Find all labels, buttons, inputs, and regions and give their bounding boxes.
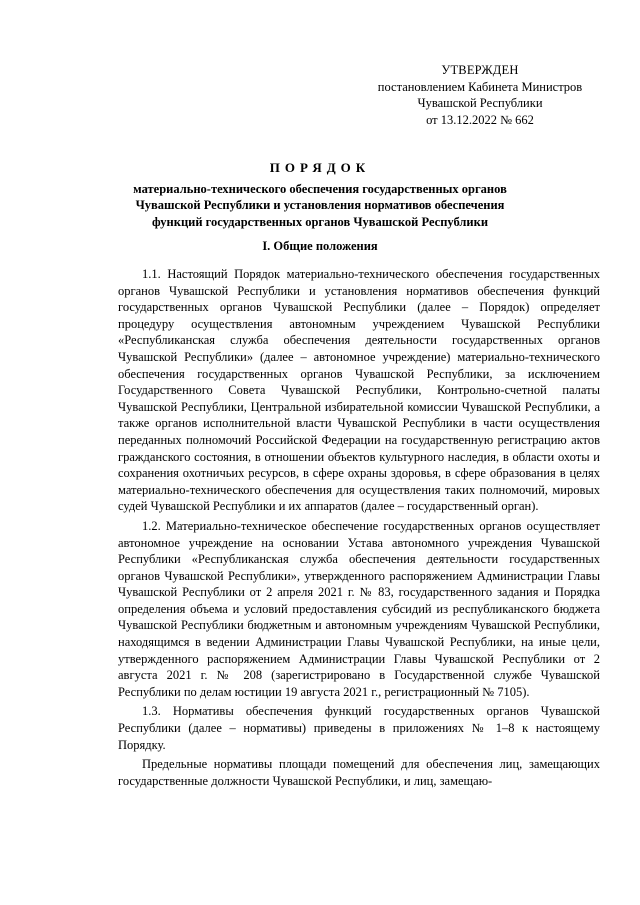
approval-line-3: от 13.12.2022 № 662 <box>426 112 534 127</box>
approval-line-2: Чувашской Республики <box>417 96 543 110</box>
document-subtitle-line-2: Чувашской Республики и установления нормативов обеспечения <box>135 198 505 212</box>
paragraph-1-1: 1.1. Настоящий Порядок материально-технического обеспечения государственных органов Чувашской Республики и установления нормативов обеспечения функций государственных органов Чувашской Республики (далее – Порядок) определяет процедуру осуществления автономным учреждением Чувашской Республики «Республиканская служба обеспечения деятельности государственных органов Чувашской Республики» (далее – автономное учреждение) материально-технического обеспечения государственных органов Чувашской Республики, за исключением Государственного Совета Чувашской Республики, Контрольно-счетной палаты Чувашской Республики, Центральной избирательной комиссии Чувашской Республики, а также органов исполнительной власти Чувашской Республики в части осуществления переданных полномочий Российской Федерации на государственную регистрацию актов гражданского состояния, в отношении объектов культурного наследия, в области охоты и сохранения охотничьих ресурсов, в сфере охраны здоровья, в сфере образования в целях материально-технического обеспечения для осуществления таких полномочий, мировых судей Чувашской Республики и их аппаратов (далее – государственный орган). <box>118 267 600 514</box>
approval-title: УТВЕРЖДЕН <box>441 63 519 77</box>
document-heading <box>40 160 600 230</box>
paragraph-1-2: 1.2. Материально-техническое обеспечение государственных органов осуществляет автономное учреждение на основании Устава автономного учреждения Чувашской Республики «Республиканская служба обеспечения деятельности государственных органов Чувашской Республики», утвержденного распоряжением Администрации Главы Чувашской Республики от 2 апреля 2021 г. № 83, государственного задания и Порядка определения объема и условий предоставления субсидий из республиканского бюджета Чувашской Республики бюджетным и автономным учреждениям Чувашской Республики, находящимся в ведении Администрации Главы Чувашской Республики, на иные цели, утвержденного распоряжением Администрации Главы Чувашской Республики от 2 августа 2021 г. № 208 (зарегистрировано в Государственной службе Чувашской Республики по делам юстиции 19 августа 2021 г., регистрационный № 7105). <box>118 518 600 699</box>
approval-stamp <box>360 62 600 128</box>
document-subtitle-line-1: материально-технического обеспечения государственных органов <box>133 181 507 196</box>
paragraph-1-3: 1.3. Нормативы обеспечения функций государственных органов Чувашской Республики (далее – нормативы) приведены в приложениях № 1–8 к настоящему Порядку. <box>118 704 600 752</box>
section-title: I. Общие положения <box>262 239 378 253</box>
paragraph-limits: Предельные нормативы площади помещений для обеспечения лиц, замещающих государственные должности Чувашской Республики, и лиц, замещаю- <box>118 757 600 788</box>
approval-line-1: постановлением Кабинета Министров <box>377 79 583 94</box>
document-subtitle-line-3: функций государственных органов Чувашской Республики <box>151 214 489 229</box>
document-body <box>118 266 600 789</box>
document-title: ПОРЯДОК <box>269 160 371 175</box>
